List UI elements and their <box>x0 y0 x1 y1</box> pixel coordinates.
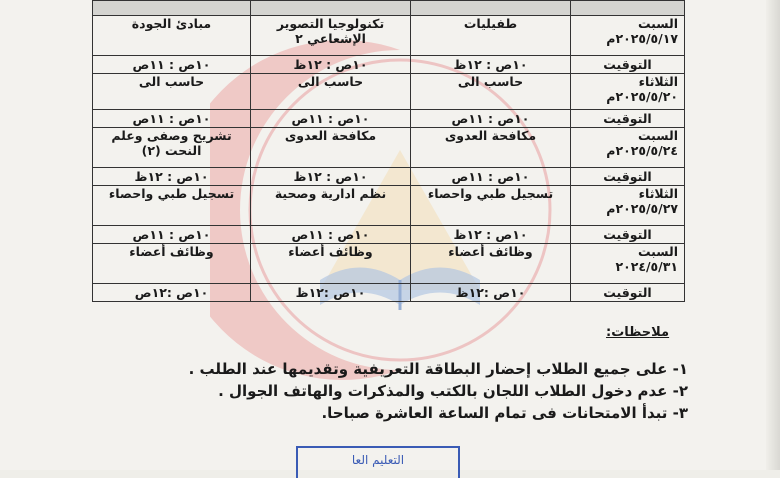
time-cell: ١٠ص : ١١ص <box>411 168 571 186</box>
time-label-cell: التوقيت <box>571 56 685 74</box>
subject-cell: نظم ادارية وصحية <box>251 186 411 226</box>
time-row <box>93 168 685 186</box>
time-cell: ١٠ص : ١٢ظ <box>411 56 571 74</box>
table-row <box>93 128 685 168</box>
day-cell: الثلاثاء ٢٠٢٥/٥/٢٠م <box>571 74 685 110</box>
time-cell: ١٠ص :١٢ظ <box>251 284 411 302</box>
table-row <box>93 186 685 226</box>
day-cell: السبت ٢٠٢٥/٥/١٧م <box>571 16 685 56</box>
subject-cell: مكافحة العدوى <box>251 128 411 168</box>
time-cell: ١٠ص : ١١ص <box>93 110 251 128</box>
time-cell: ١٠ص : ١٢ظ <box>251 56 411 74</box>
subject-cell: وظائف أعضاء <box>411 244 571 284</box>
subject-cell: تسجيل طبي واحصاء <box>411 186 571 226</box>
subject-cell: تكنولوجيا التصوير الإشعاعي ٢ <box>251 16 411 56</box>
time-cell: ١٠ص : ١٢ظ <box>411 226 571 244</box>
time-cell: ١٠ص : ١٢ظ <box>93 168 251 186</box>
exam-schedule-table <box>92 0 685 302</box>
table-row <box>93 244 685 284</box>
subject-cell: مبادئ الجودة <box>93 16 251 56</box>
official-stamp: التعليم العا <box>296 446 460 478</box>
time-label-cell: التوقيت <box>571 110 685 128</box>
subject-cell: وظائف أعضاء <box>251 244 411 284</box>
subject-cell: وظائف أعضاء <box>93 244 251 284</box>
time-row <box>93 110 685 128</box>
table-row <box>93 16 685 56</box>
time-row <box>93 226 685 244</box>
subject-cell: تشريح وصفى وعلم النحت (٢) <box>93 128 251 168</box>
notes-title: ملاحظات: <box>606 325 670 340</box>
subject-cell: مكافحة العدوى <box>411 128 571 168</box>
time-cell: ١٠ص : ١١ص <box>93 56 251 74</box>
note-item: ١- على جميع الطلاب إحضار البطاقة التعريفية وتقديمها عند الطلب . <box>188 360 688 378</box>
subject-cell: طفيليات <box>411 16 571 56</box>
table-header-row <box>93 1 685 16</box>
page-edge <box>766 0 780 470</box>
time-cell: ١٠ص : ١١ص <box>251 226 411 244</box>
note-item: ٢- عدم دخول الطلاب اللجان بالكتب والمذكرات والهاتف الجوال . <box>218 382 688 400</box>
time-cell: ١٠ص : ١١ص <box>251 110 411 128</box>
time-cell: ١٠ص : ١١ص <box>93 226 251 244</box>
subject-cell: تسجيل طبي واحصاء <box>93 186 251 226</box>
day-cell: السبت ٢٠٢٥/٥/٢٤م <box>571 128 685 168</box>
notes-list <box>88 358 688 424</box>
table-row <box>93 74 685 110</box>
time-label-cell: التوقيت <box>571 226 685 244</box>
day-cell: الثلاثاء ٢٠٢٥/٥/٢٧م <box>571 186 685 226</box>
time-cell: ١٠ص :١٢ص <box>93 284 251 302</box>
subject-cell: حاسب الى <box>251 74 411 110</box>
time-row <box>93 284 685 302</box>
time-row <box>93 56 685 74</box>
time-label-cell: التوقيت <box>571 284 685 302</box>
subject-cell: حاسب الى <box>411 74 571 110</box>
note-item: ٣- تبدأ الامتحانات فى تمام الساعة العاشرة صباحا. <box>321 404 688 422</box>
day-cell: السبت ٢٠٢٤/٥/٣١ <box>571 244 685 284</box>
time-label-cell: التوقيت <box>571 168 685 186</box>
time-cell: ١٠ص : ١١ص <box>411 110 571 128</box>
time-cell: ١٠ص :١٢ظ <box>411 284 571 302</box>
subject-cell: حاسب الى <box>93 74 251 110</box>
time-cell: ١٠ص : ١٢ظ <box>251 168 411 186</box>
